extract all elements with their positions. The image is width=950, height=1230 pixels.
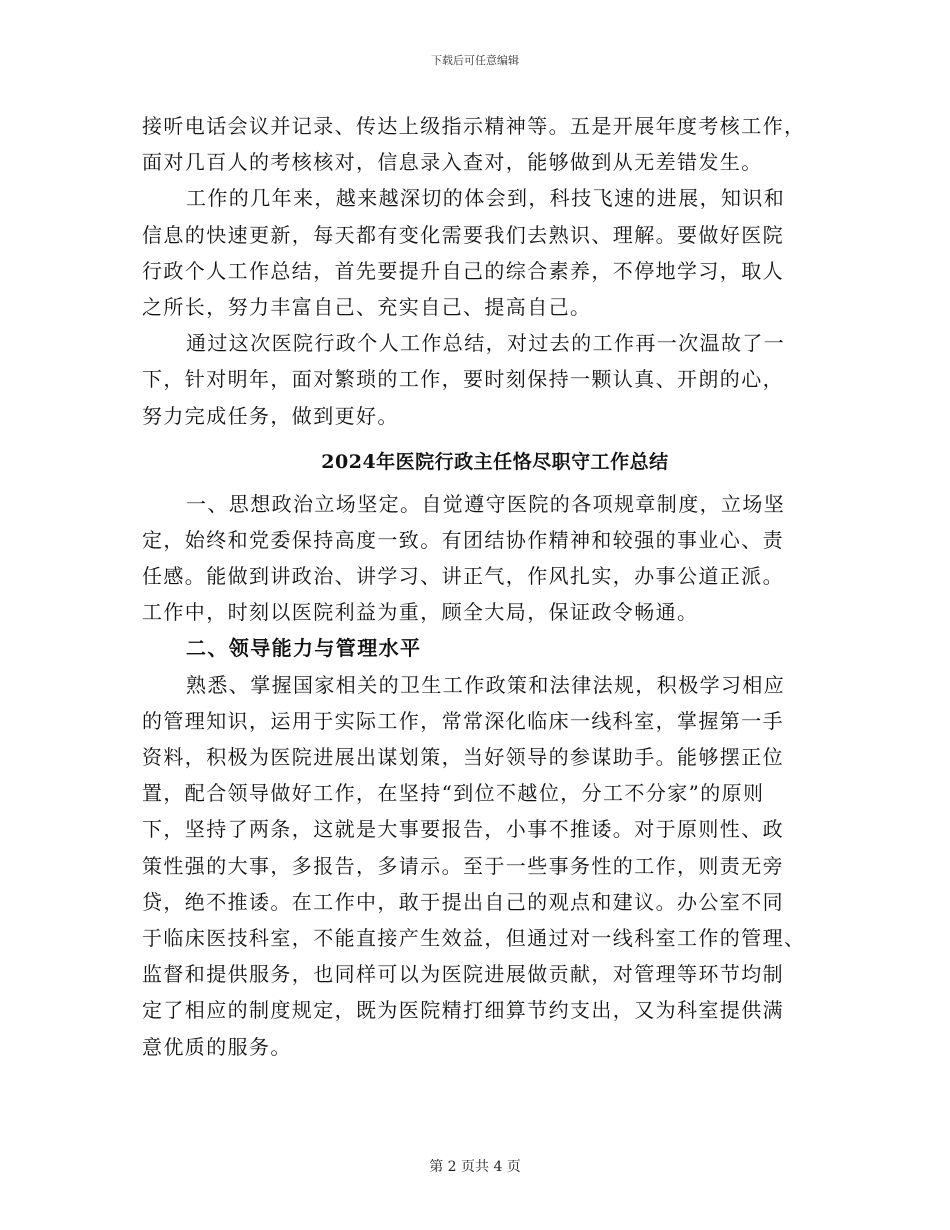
text-line: 任感。能做到讲政治、讲学习、讲正气，作风扎实，办事公道正派。 [142, 564, 784, 589]
text-line: 监督和提供服务，也同样可以为医院进展做贡献，对管理等环节均制 [142, 962, 784, 987]
paragraph [142, 180, 812, 325]
paragraph [142, 667, 812, 1065]
text-line: 熟悉、掌握国家相关的卫生工作政策和法律法规，积极学习相应 [186, 672, 786, 697]
page-footer: 第 2 页共 4 页 [429, 1159, 521, 1175]
text-line: 一、思想政治立场坚定。自觉遵守医院的各项规章制度，立场坚 [186, 491, 786, 516]
text-line: 置，配合领导做好工作，在坚持“到位不越位，分工不分家”的原则 [142, 781, 765, 806]
page-header: 下载后可任意编辑 [431, 54, 519, 67]
text-line: 工作中，时刻以医院利益为重，顾全大局，保证政令畅通。 [142, 600, 699, 625]
text-line: 策性强的大事，多报告，多请示。至于一些事务性的工作，则责无旁 [142, 853, 784, 878]
document-body [142, 108, 812, 1065]
paragraph [142, 486, 812, 631]
text-line: 面对几百人的考核核对，信息录入查对，能够做到从无差错发生。 [142, 150, 763, 175]
text-line: 信息的快速更新，每天都有变化需要我们去熟识、理解。要做好医院 [142, 222, 784, 247]
paragraph [142, 325, 812, 434]
text-line: 通过这次医院行政个人工作总结，对过去的工作再一次温故了一 [186, 331, 786, 356]
paragraph [142, 108, 812, 180]
text-line: 意优质的服务。 [142, 1034, 292, 1059]
text-line: 于临床医技科室，不能直接产生效益，但通过对一线科室工作的管理、 [142, 925, 806, 950]
text-line: 定，始终和党委保持高度一致。有团结协作精神和较强的事业心、责 [142, 527, 784, 552]
section-heading: 二、领导能力与管理水平 [186, 636, 422, 661]
text-line: 贷，绝不推诿。在工作中，敢于提出自己的观点和建议。办公室不同 [142, 889, 784, 914]
text-line: 努力完成任务，做到更好。 [142, 403, 399, 428]
document-title: 2024年医院行政主任恪尽职守工作总结 [321, 450, 669, 473]
text-line: 的管理知识，运用于实际工作，常常深化临床一线科室，掌握第一手 [142, 708, 784, 733]
text-line: 行政个人工作总结，首先要提升自己的综合素养，不停地学习，取人 [142, 258, 784, 283]
text-line: 下，坚持了两条，这就是大事要报告，小事不推诿。对于原则性、政 [142, 817, 784, 842]
text-line: 之所长，努力丰富自己、充实自己、提高自己。 [142, 294, 592, 319]
text-line: 资料，积极为医院进展出谋划策，当好领导的参谋助手。能够摆正位 [142, 745, 784, 769]
text-line: 接听电话会议并记录、传达上级指示精神等。五是开展年度考核工作， [142, 114, 806, 138]
text-line: 定了相应的制度规定，既为医院精打细算节约支出，又为科室提供满 [142, 998, 784, 1023]
text-line: 下，针对明年，面对繁琐的工作，要时刻保持一颗认真、开朗的心， [142, 367, 784, 392]
text-line: 工作的几年来，越来越深切的体会到，科技飞速的进展，知识和 [186, 186, 786, 211]
